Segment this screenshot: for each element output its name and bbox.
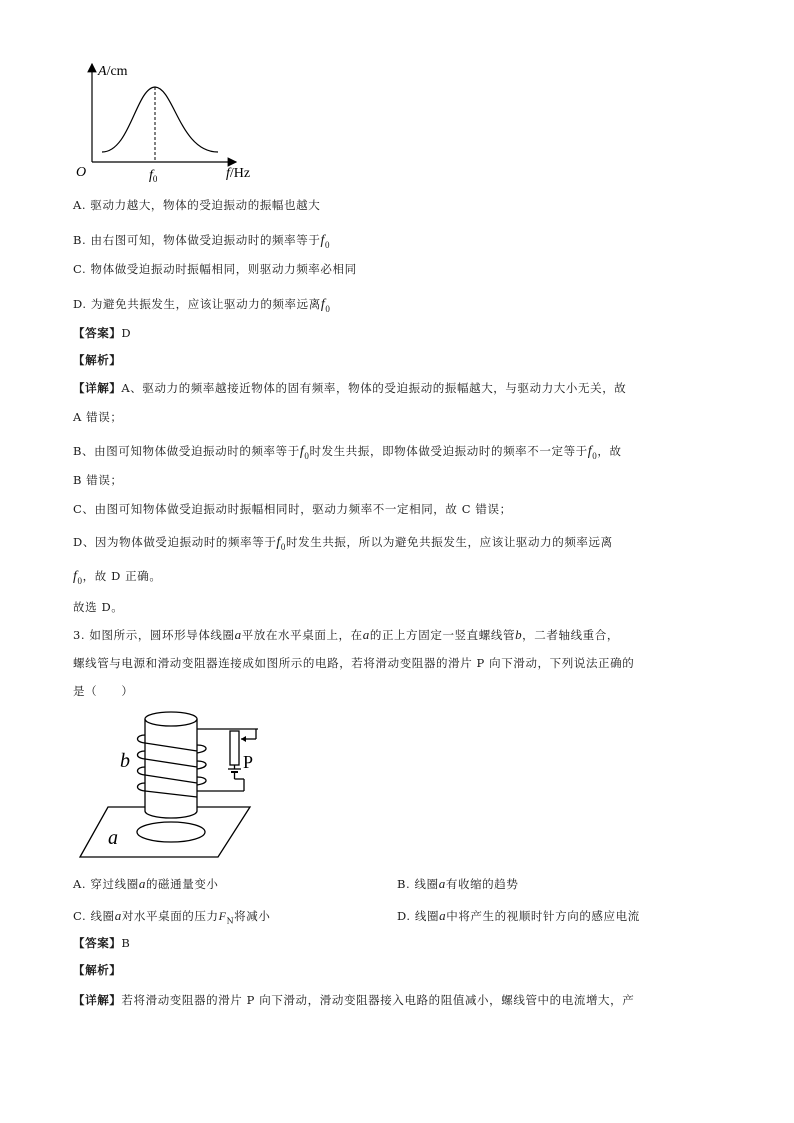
q2-option-c: C. 物体做受迫振动时振幅相同，则驱动力频率必相同 [73,262,357,276]
q3-option-c: C. 线圈a对水平桌面的压力$F_N$将减小 [73,908,271,926]
amplitude-curve [102,87,218,152]
q2-option-b: B. 由右图可知，物体做受迫振动时的频率等于$f_0$ [73,233,331,250]
f0-sub: 0 [152,174,158,184]
q3-detail-line1: 【详解】若将滑动变阻器的滑片 P 向下滑动，滑动变阻器接入电路的阻值减小，螺线管中的电流增大，产 [73,993,635,1007]
q2-detail-b-line2: B 错误； [73,473,123,487]
q3-stem-line2: 螺线管与电源和滑动变阻器连接成如图所示的电路，若将滑动变阻器的滑片 P 向下滑动，下列说法正确的 [73,656,635,670]
q3-analysis-label: 【解析】 [73,963,122,977]
q3-option-d: D. 线圈a中将产生的视顺时针方向的感应电流 [397,908,640,923]
q2-answer: 【答案】D [73,326,132,340]
q3-answer: 【答案】B [73,936,131,950]
q3-option-a: A. 穿过线圈a的磁通量变小 [73,876,219,891]
svg-text:f0 [149,168,158,184]
x-axis-label-var: f [226,166,230,181]
fig-label-a: a [108,827,118,849]
f0-label: f [149,168,153,183]
q3-option-b: B. 线圈a有收缩的趋势 [397,876,519,891]
svg-text:f/Hz [226,166,250,181]
table-plane [80,807,250,857]
q2-detail-a-line1: 【详解】A、驱动力的频率越接近物体的固有频率，物体的受迫振动的振幅越大，与驱动力大小无关，故 [73,381,627,395]
q3-stem-line1: 3. 如图所示，圆环形导体线圈a平放在水平桌面上，在a的正上方固定一竖直螺线管b，二者轴线重合， [73,627,619,642]
q2-detail-c: C、由图可知物体做受迫振动时振幅相同时，驱动力频率不一定相同，故 C 错误； [73,502,512,516]
q3-stem-line3: 是（ ） [73,684,134,698]
origin-label: O [76,165,87,180]
fig-label-p: P [243,752,254,772]
q2-detail-d-line1: D、因为物体做受迫振动时的频率等于$f_0$时发生共振，所以为避免共振发生，应该让驱动力的频率远离 [73,535,613,552]
q2-conclusion: 故选 D。 [73,600,124,614]
fig-label-b: b [120,750,130,772]
resonance-curve-figure [70,58,250,188]
solenoid-top [145,712,197,726]
q2-detail-b-line1: B、由图可知物体做受迫振动时的频率等于$f_0$时发生共振，即物体做受迫振动时的频率不一定等于$f_0$，故 [73,444,622,461]
q2-detail-d-line2: $f_0$，故 D 正确。 [73,569,162,586]
svg-text:A/cm [97,64,128,79]
q2-option-d: D. 为避免共振发生，应该让驱动力的频率远离$f_0$ [73,297,331,314]
y-axis-label-unit: /cm [106,64,128,79]
q2-analysis-label: 【解析】 [73,353,122,367]
rheostat [230,731,239,765]
y-axis-label-var: A [98,64,107,79]
x-axis-label-unit: /Hz [229,166,250,181]
q2-detail-a-line2: A 错误； [73,410,123,424]
solenoid-coil-figure [78,707,258,867]
q2-option-a: A. 驱动力越大，物体的受迫振动的振幅也越大 [73,198,321,212]
